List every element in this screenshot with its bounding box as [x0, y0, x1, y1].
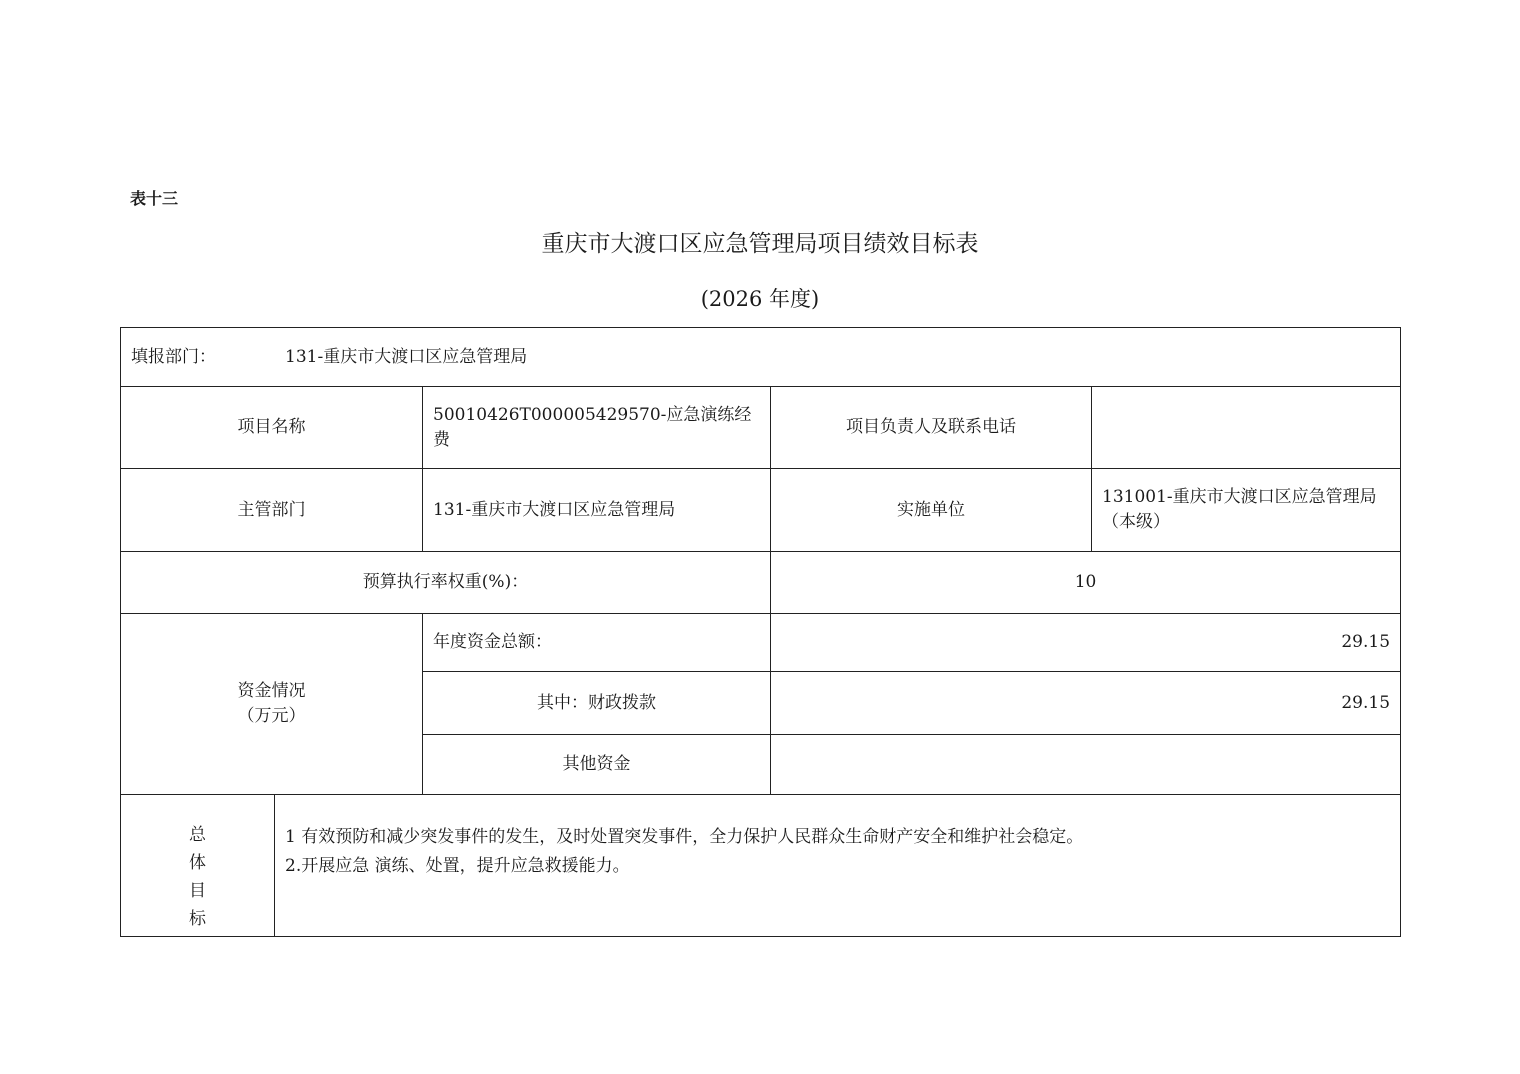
other-funds-label: 其他资金 [423, 735, 771, 795]
fiscal-label: 其中：财政拨款 [423, 672, 771, 735]
supervising-dept-label: 主管部门 [121, 469, 423, 552]
goal-line-1: 1 有效预防和减少突发事件的发生，及时处置突发事件，全力保护人民群众生命财产安全和维护社会稳定。 [285, 827, 1084, 847]
dept-unit-row [121, 469, 1401, 552]
implementing-unit-value: 131001-重庆市大渡口区应急管理局（本级） [1092, 469, 1401, 552]
overall-goal-content [275, 795, 1401, 937]
goal-label-char: 标 [189, 909, 206, 929]
annual-total-value: 29.15 [771, 614, 1401, 672]
other-funds-value [771, 735, 1401, 795]
budget-weight-value: 10 [771, 552, 1401, 614]
goal-line-2: 2.开展应急 演练、处置，提升应急救援能力。 [285, 856, 630, 876]
fiscal-value: 29.15 [771, 672, 1401, 735]
document-title: 重庆市大渡口区应急管理局项目绩效目标表 [541, 231, 979, 257]
budget-weight-row [121, 552, 1401, 614]
supervising-dept-value: 131-重庆市大渡口区应急管理局 [423, 469, 771, 552]
overall-goal-label [121, 795, 275, 937]
budget-weight-label: 预算执行率权重(%)： [121, 552, 771, 614]
document-year: (2026 年度) [700, 287, 820, 311]
performance-goal-table [120, 327, 1401, 937]
goal-label-char: 总 [189, 825, 206, 845]
reporting-dept-value: 131-重庆市大渡口区应急管理局 [285, 346, 528, 367]
reporting-dept-label: 填报部门： [131, 346, 216, 367]
overall-goal-row [121, 795, 1401, 937]
project-contact-value [1092, 387, 1401, 469]
project-name-label: 项目名称 [121, 387, 423, 469]
funds-label-line1: 资金情况 [237, 681, 306, 701]
reporting-dept-row [121, 328, 1401, 387]
implementing-unit-label: 实施单位 [771, 469, 1092, 552]
project-name-value: 50010426T000005429570-应急演练经费 [423, 387, 771, 469]
annual-total-row [121, 614, 1401, 672]
project-contact-label: 项目负责人及联系电话 [771, 387, 1092, 469]
goal-label-char: 目 [189, 881, 206, 901]
funds-label-line2: （万元） [237, 706, 306, 726]
annual-total-label: 年度资金总额： [423, 614, 771, 672]
reporting-dept-cell [121, 328, 1401, 387]
table-number-label: 表十三 [130, 189, 179, 208]
project-name-row [121, 387, 1401, 469]
goal-label-char: 体 [189, 853, 206, 873]
funds-label [121, 614, 423, 795]
